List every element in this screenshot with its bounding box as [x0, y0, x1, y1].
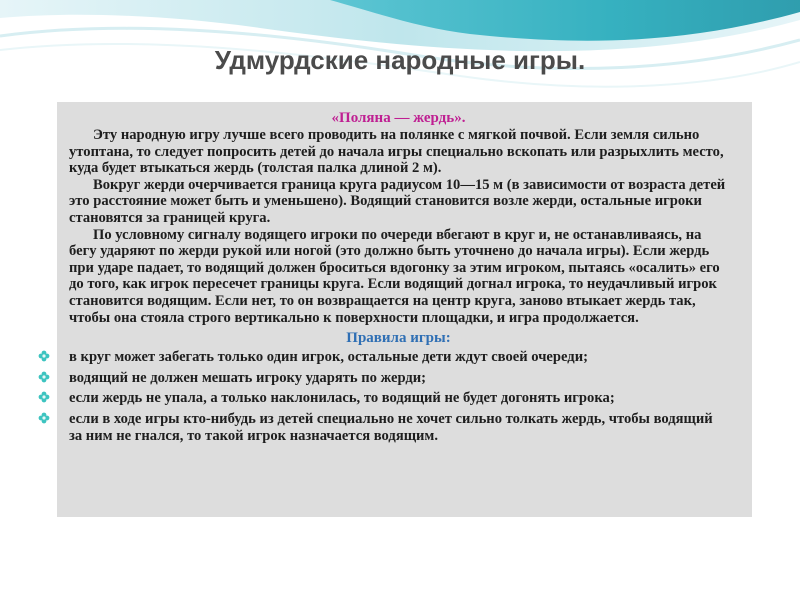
- rule-text: если в ходе игры кто-нибудь из детей специально не хочет сильно толкать жердь, чтобы водящий за ним не гнался, то такой игрок назначается водящим.: [69, 410, 713, 444]
- list-item: [69, 370, 728, 387]
- flower-bullet-icon: [38, 350, 50, 362]
- flower-bullet-icon: [38, 412, 50, 424]
- flower-bullet-icon: [38, 391, 50, 403]
- list-item: [69, 349, 728, 366]
- paragraph-gameplay: По условному сигналу водящего игроки по очереди вбегают в круг и, не останавливаясь, на бегу ударяют по жерди рукой или ногой (это должно быть уточнено до начала игры). Если жердь при ударе падает, то водящий должен броситься вдогонку за этим игроком, пытаясь «осалить» его до того, как игрок пересечет границы круга. Если водящий догнал игрока, то неудачливый игрок становится водящим. Если нет, то он возвращается на центр круга, заново втыкает жердь так, чтобы она стояла строго вертикально к поверхности площадки, и игра продолжается.: [69, 226, 720, 326]
- rules-list: [69, 349, 728, 444]
- page-title: Удмурдские народные игры.: [214, 45, 586, 75]
- rule-text: в круг может забегать только один игрок, остальные дети ждут своей очереди;: [69, 349, 588, 366]
- game-title: «Поляна — жердь».: [331, 110, 466, 126]
- rule-text: если жердь не упала, а только наклонилась, то водящий не будет догонять игрока;: [69, 390, 615, 407]
- flower-bullet-icon: [38, 371, 50, 383]
- paragraph-circle: Вокруг жерди очерчивается граница круга радиусом 10—15 м (в зависимости от возраста детей это расстояние может быть и уменьшено). Водящий становится возле жерди, остальные игроки становятся за границей круга.: [69, 176, 726, 226]
- paragraph-intro: Эту народную игру лучше всего проводить на полянке с мягкой почвой. Если земля сильно утоптана, то следует попросить детей до начала игры специально вскопать или разрыхлить место, куда будет втыкаться жердь (толстая палка длиной 2 м).: [69, 127, 724, 177]
- rule-text: водящий не должен мешать игроку ударять по жерди;: [69, 369, 427, 386]
- list-item: [69, 390, 728, 407]
- list-item: [69, 411, 728, 444]
- rules-heading: Правила игры:: [346, 330, 451, 347]
- content-box: [57, 102, 752, 517]
